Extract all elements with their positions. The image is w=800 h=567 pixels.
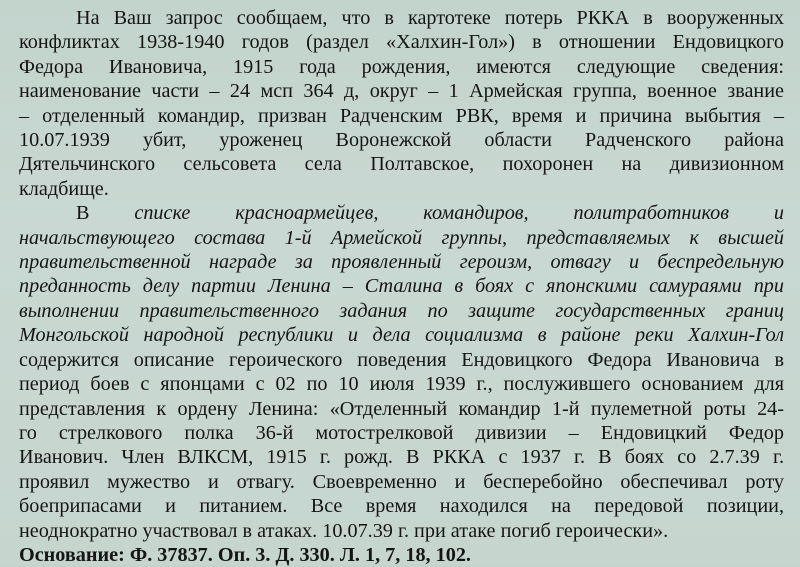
text-line: На Ваш запрос сообщаем, что в картотеке потерь РККА в вооруженных (76, 7, 784, 29)
text-line: кладбище. (19, 177, 109, 200)
text-line (19, 201, 784, 225)
text-line: Дятельчинского сельсовета села Полтавское, похоронен на дивизионном (19, 153, 784, 176)
text-line: проявил мужество и отвагу. Своевременно и бесперебойно обеспечивал роту (19, 470, 784, 493)
paragraph-award-list (19, 201, 784, 543)
text-line: конфликтах 1938-1940 годов (раздел «Халхин-Гол») в отношении Ендовицкого (19, 31, 784, 54)
text-line: наименование части – 24 мсп 364 д, округ – 1 Армейская группа, военное звание (19, 80, 784, 103)
text-line: – отделенный командир, призван Радченским РВК, время и причина выбытия – (19, 104, 784, 127)
text-line: период боев с японцами с 02 по 10 июля 1939 г., послужившего основанием для (19, 373, 784, 396)
archive-letter (19, 6, 784, 567)
text-line: неоднократно участвовал в атаках. 10.07.39 г. при атаке погиб героически». (19, 519, 669, 542)
italic-line: начальствующего состава 1-й Армейской группы, представляемых к высшей (19, 226, 784, 249)
text-line: содержится описание героического поведения Ендовицкого Федора Ивановича в (19, 348, 784, 371)
italic-line: преданность делу партии Ленина – Сталина в боях с японскими самураями при (19, 275, 784, 298)
text-line: Иванович. Член ВЛКСМ, 1915 г. рожд. В РККА с 1937 г. В боях со 2.7.39 г. (19, 446, 784, 469)
archive-basis-reference: Основание: Ф. 37837. Оп. 3. Д. 330. Л. 1, 7, 18, 102. (19, 543, 471, 566)
italic-text: списке красноармейцев, командиров, политработников и (134, 202, 784, 225)
text-line: представления к ордену Ленина: «Отделенный командир 1-й пулеметной роты 24- (19, 397, 784, 420)
text-line: 10.07.1939 убит, уроженец Воронежской области Радченского района (19, 129, 784, 152)
text-line: го стрелкового полка 36-й мотострелковой дивизии – Ендовицкий Федор (19, 421, 784, 444)
intro-word: В (76, 202, 90, 225)
italic-line: Монгольской народной республики и дела социализма в районе реки Халхин-Гол (19, 324, 784, 347)
italic-line: выполнении правительственного задания по защите государственных границ (19, 299, 784, 322)
italic-line: правительственной награде за проявленный героизм, отвагу и беспредельную (19, 251, 784, 274)
text-line: Федора Ивановича, 1915 года рождения, имеются следующие сведения: (19, 55, 784, 78)
paragraph-casualty-record (19, 6, 784, 201)
text-line: боеприпасами и питанием. Все время находился на передовой позиции, (19, 495, 784, 518)
